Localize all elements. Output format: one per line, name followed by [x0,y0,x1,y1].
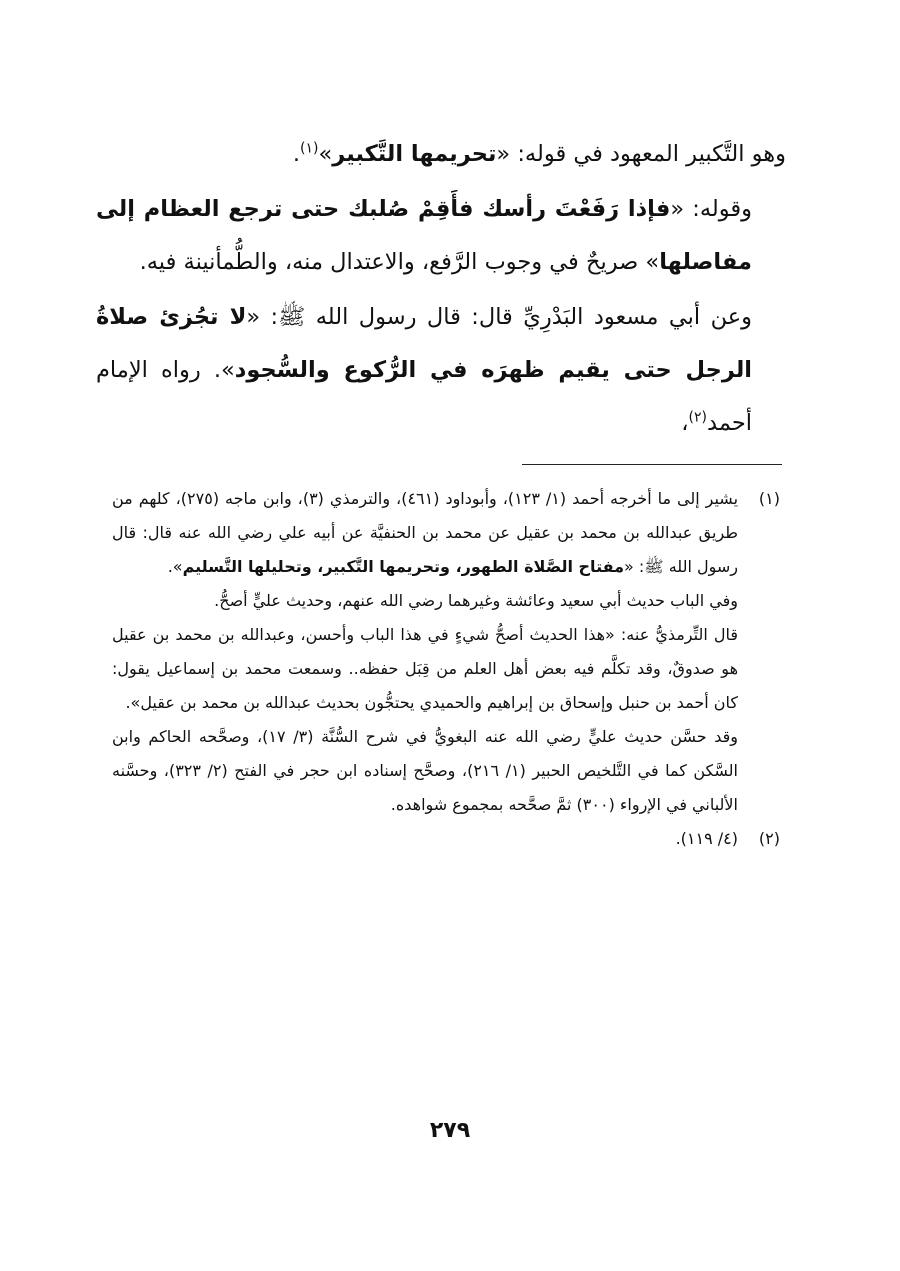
page-number: ٢٧٩ [429,1118,471,1143]
footnote-number: (١) [758,489,780,508]
footnote-para: وفي الباب حديث أبي سعيد وعائشة وغيرهما رضي الله عنهم، وحديث عليٍّ أصحُّ. [214,591,738,610]
text-span: وهو التَّكبير المعهود في قوله: « [496,141,786,167]
footnote-2 [112,822,780,856]
text-span: ، [681,410,689,436]
hadith-quote: تحريمها التَّكبير [332,141,497,167]
footnote-para [112,482,738,584]
footnote-ref-2[interactable]: (٢) [688,409,708,426]
text-span: ». رواه الإمام أحمد [96,357,752,436]
text-span: ». [167,557,183,576]
footnote-para: (٤/ ١١٩). [675,829,738,848]
paragraph-2 [96,183,786,289]
footnote-para: وقد حسَّن حديث عليٍّ رضي الله عنه البغويُّ في شرح السُّنَّة (٣/ ١٧)، وصحَّحه الحاكم وابن السَّكن كما في التَّلخيص الحبير (١/ ٢١٦)، وصحَّح إسناده ابن حجر في الفتح (٢/ ٣٢٣)، وحسَّنه الألباني في الإرواء (٣٠٠) ثمَّ صحَّحه بمجموع شواهده. [112,727,738,814]
footnote-ref-1[interactable]: (١) [300,140,319,157]
main-text [96,128,786,452]
text-span: وقوله: « [670,196,752,222]
text-span: » صريحٌ في وجوب الرَّفع، والاعتدال منه، والطُّمأنينة فيه. [139,249,660,275]
text-span: يشير إلى ما أخرجه أحمد (١/ ١٢٣)، وأبوداود (٤٦١)، والترمذي (٣)، وابن ماجه (٢٧٥)، كلهم من طريق عبدالله بن محمد بن عقيل عن محمد بن الحنفيَّة عن أبيه علي رضي الله عنه قال: قال رسول الله ﷺ: « [112,489,739,576]
footnotes [112,482,780,856]
footnote-number: (٢) [758,829,780,848]
footnote-divider [522,464,782,465]
text-span: . [292,141,301,167]
footnote-1 [112,482,780,822]
text-span: » [318,141,333,167]
text-span: وعن أبي مسعود البَدْرِيِّ قال: قال رسول الله ﷺ: « [246,304,752,330]
paragraph-1 [96,128,786,181]
hadith-quote: فإذا رَفَعْتَ رأسك فأَقِمْ صُلبك حتى ترجع العظام إلى مفاصلها [96,196,752,275]
paragraph-3 [96,291,786,450]
footnote-para: قال التِّرمذيُّ عنه: «هذا الحديث أصحُّ شيءٍ في هذا الباب وأحسن، وعبدالله بن محمد بن عقيل هو صدوقٌ، وقد تكلَّم فيه بعض أهل العلم من قِبَل حفظه.. وسمعت محمد بن إسماعيل يقول: كان أحمد بن حنبل وإسحاق بن إبراهيم والحميدي يحتجُّون بحديث عبدالله بن محمد بن عقيل». [112,625,738,712]
hadith-quote: مفتاح الصَّلاة الطهور، وتحريمها التَّكبير، وتحليلها التَّسليم [182,557,625,576]
hadith-quote: لا تجُزئ صلاةُ الرجل حتى يقيم ظهرَه في الرُّكوع والسُّجود [96,304,752,383]
